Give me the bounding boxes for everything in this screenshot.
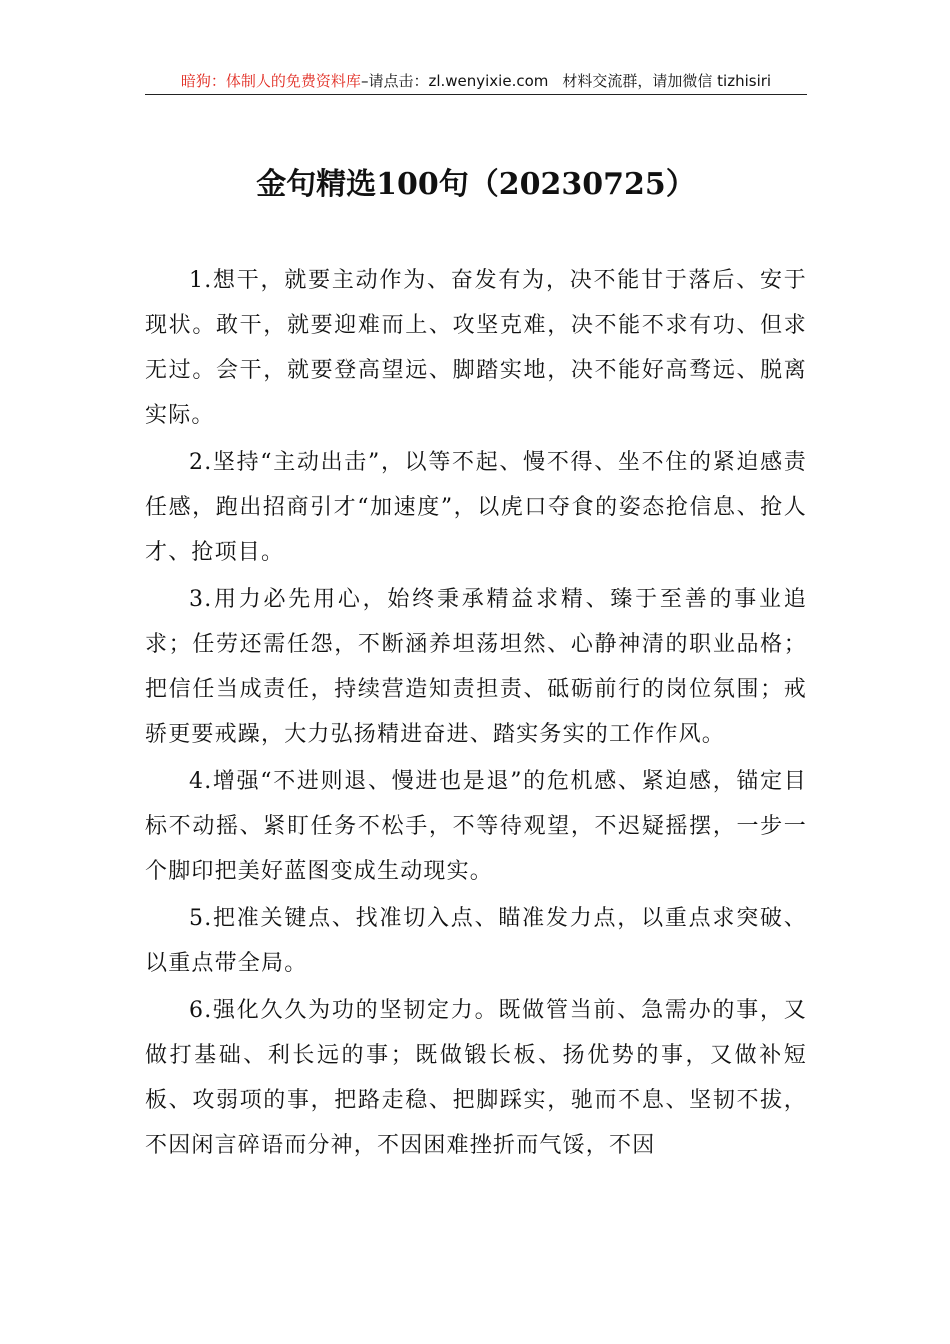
paragraph-6: 6.强化久久为功的坚韧定力。既做管当前、急需办的事，又做打基础、利长远的事；既做锻长板、扬优势的事，又做补短板、攻弱项的事，把路走稳、把脚踩实，驰而不息、坚韧不拔，不因闲言碎语而分神，不因困难挫折而气馁，不因 <box>145 998 807 1158</box>
header-divider <box>145 94 807 95</box>
paragraph-3: 3.用力必先用心，始终秉承精益求精、臻于至善的事业追求；任劳还需任怨，不断涵养坦荡坦然、心静神清的职业品格；把信任当成责任，持续营造知责担责、砥砺前行的岗位氛围；戒骄更要戒躁，大力弘扬精进奋进、踏实务实的工作作风。 <box>145 587 807 747</box>
header-click-prompt: –请点击： <box>360 72 429 90</box>
paragraph-1: 1.想干，就要主动作为、奋发有为，决不能甘于落后、安于现状。敢干，就要迎难而上、攻坚克难，决不能不求有功、但求无过。会干，就要登高望远、脚踏实地，决不能好高骛远、脱离实际。 <box>145 268 807 428</box>
header-group-text: 材料交流群，请加微信 tizhisiri <box>562 72 772 90</box>
paragraph-4: 4.增强“不进则退、慢进也是退”的危机感、紧迫感，锚定目标不动摇、紧盯任务不松手，不等待观望，不迟疑摇摆，一步一个脚印把美好蓝图变成生动现实。 <box>145 769 807 884</box>
paragraph-5: 5.把准关键点、找准切入点、瞄准发力点，以重点求突破、以重点带全局。 <box>145 906 807 976</box>
header-site-name: 暗狗：体制人的免费资料库 <box>180 72 361 90</box>
document-title: 金句精选100句（20230725） <box>256 167 696 202</box>
page-header <box>145 70 807 94</box>
paragraph-2: 2.坚持“主动出击”，以等不起、慢不得、坐不住的紧迫感责任感，跑出招商引才“加速度”，以虎口夺食的姿态抢信息、抢人才、抢项目。 <box>145 450 807 565</box>
document-body <box>145 258 807 1328</box>
header-url-link[interactable]: zl.wenyixie.com <box>428 72 549 90</box>
